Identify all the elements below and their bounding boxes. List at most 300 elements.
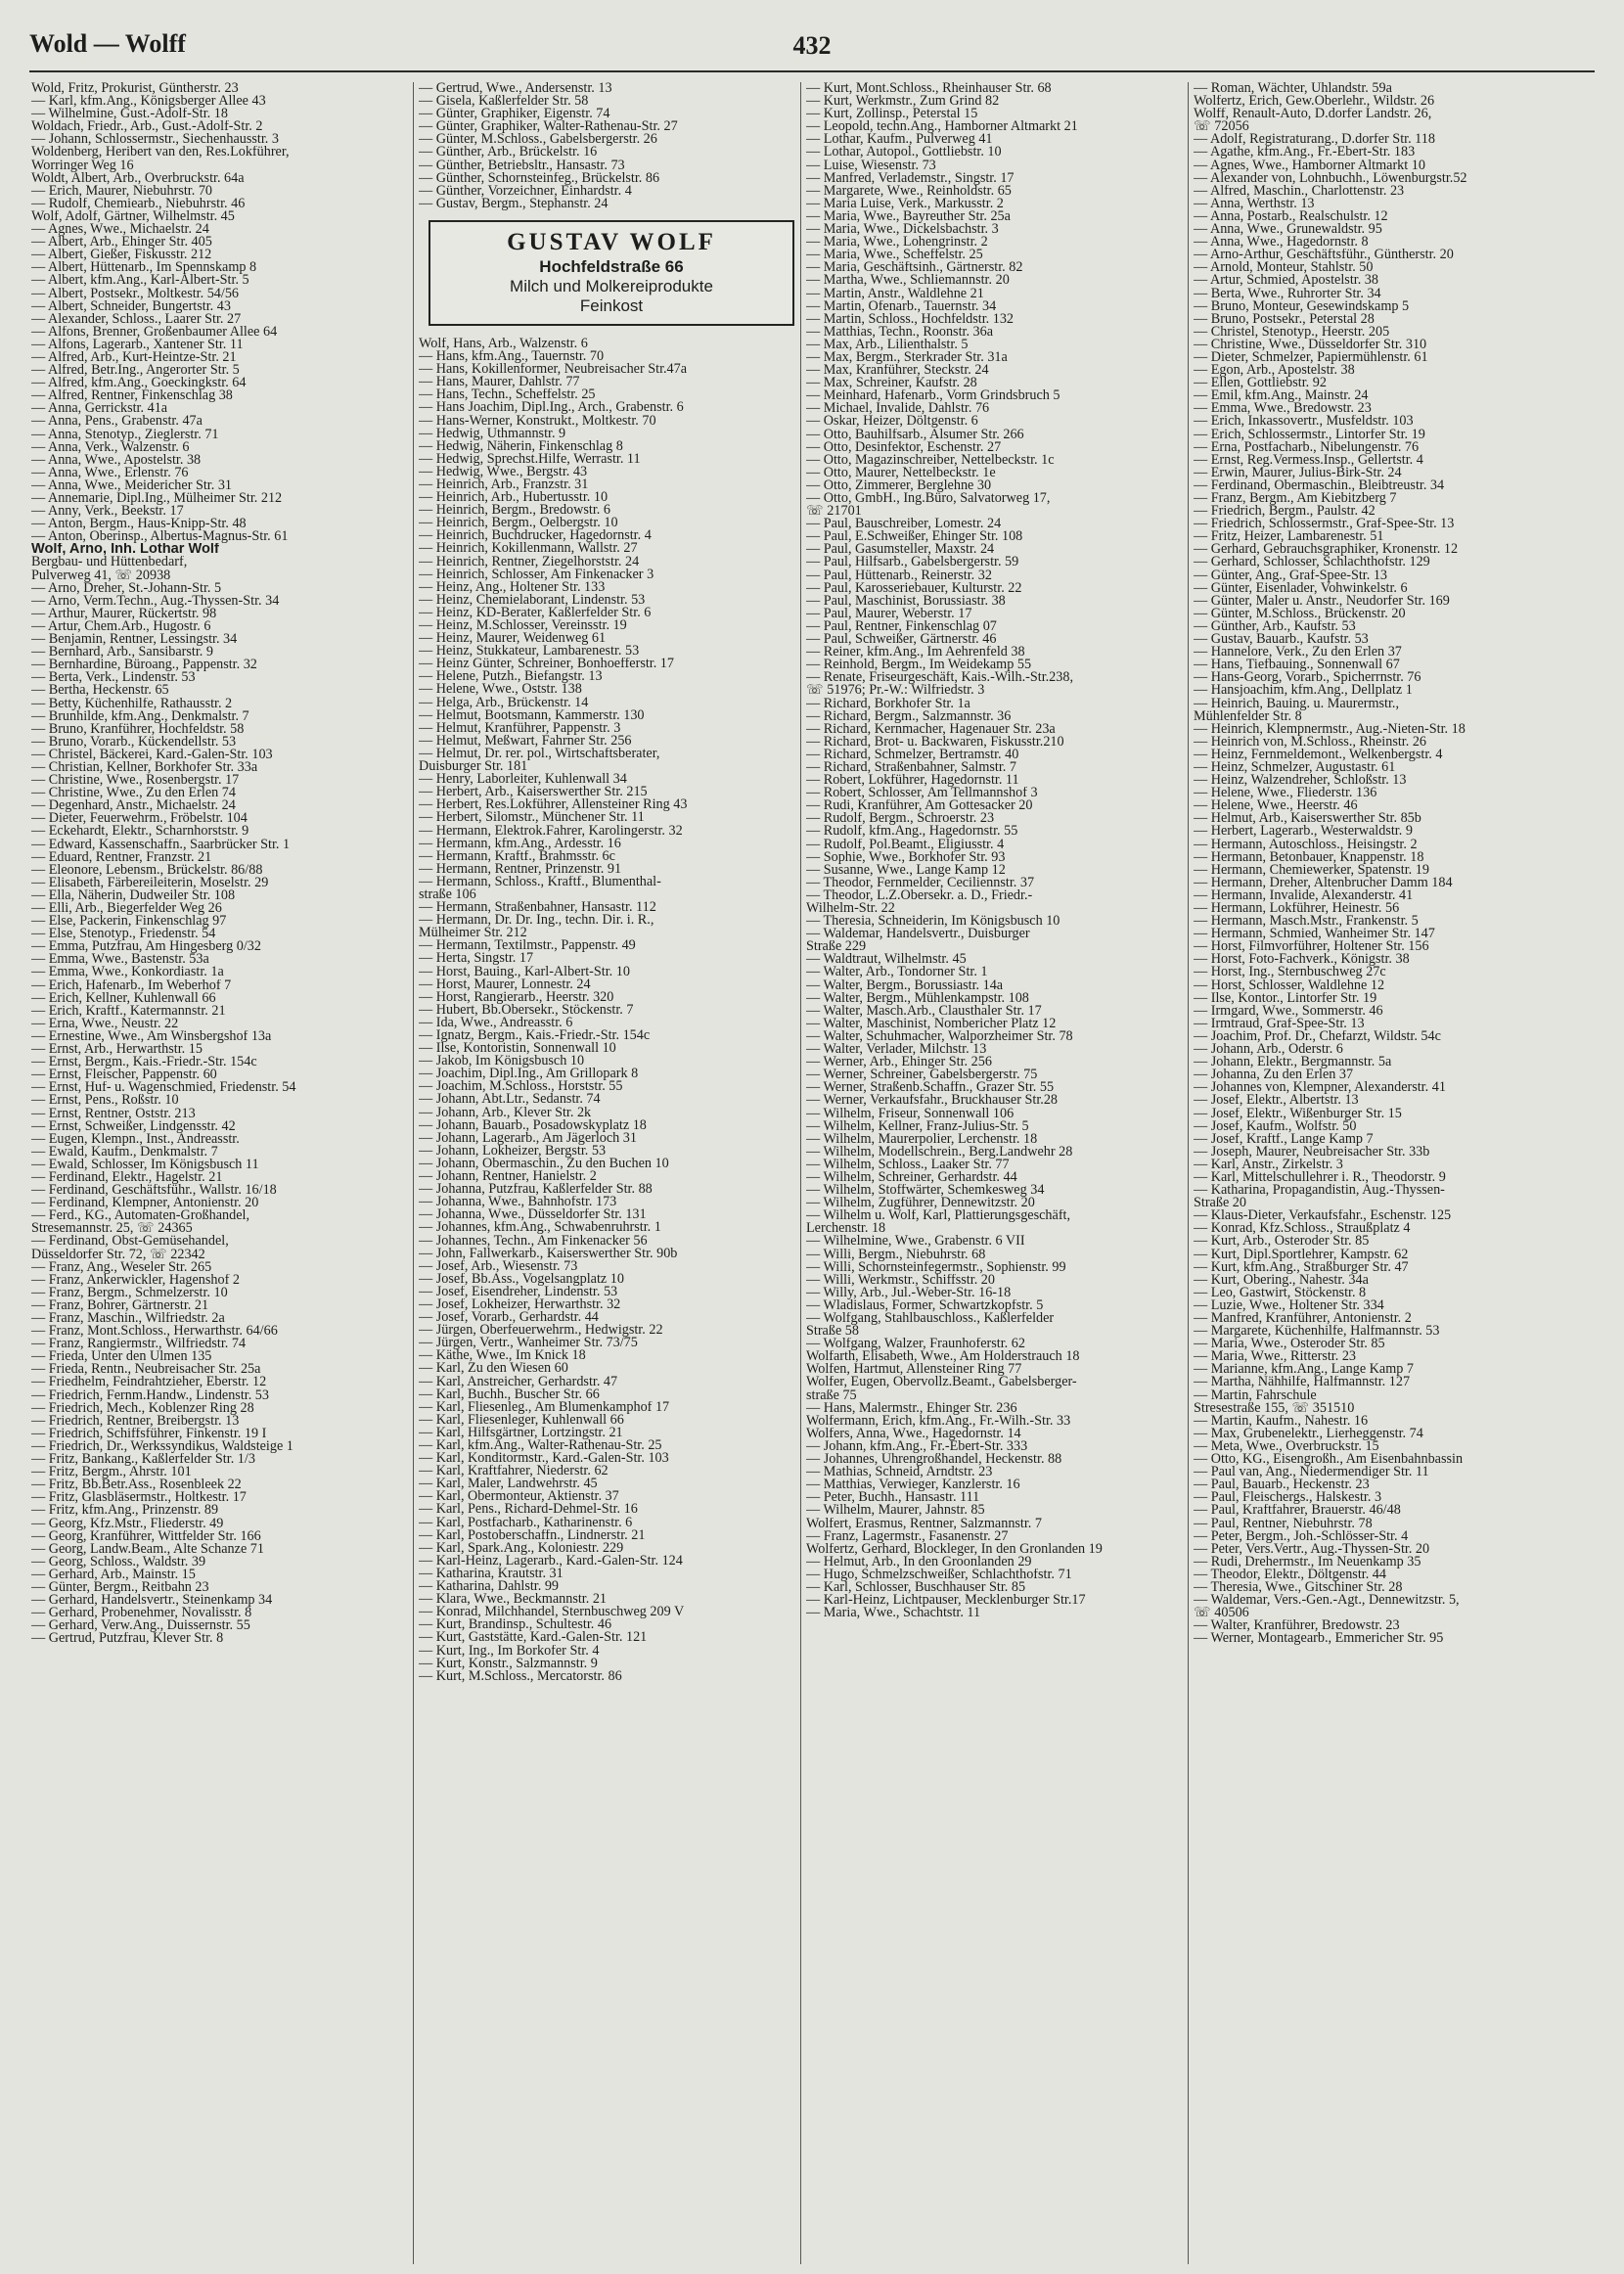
directory-entry: — Günter, Eisenlader, Vohwinkelstr. 6 [1194,581,1408,595]
directory-entry: — Gustav, Bauarb., Kaufstr. 53 [1194,633,1369,647]
directory-entry: Wolfermann, Erich, kfm.Ang., Fr.-Wilh.-Str. 33 [806,1414,1071,1428]
directory-entry: Wolff, Renault-Auto, D.dorfer Landstr. 26, [1194,108,1432,121]
directory-entry: — Christel, Bäckerei, Kard.-Galen-Str. 103 [31,748,273,761]
header-rule [29,70,1595,72]
directory-entry: — Ernst, Arb., Herwarthstr. 15 [31,1043,203,1057]
directory-entry: Wolf, Hans, Arb., Walzenstr. 6 [419,337,588,351]
directory-entry: — Karl-Heinz, Lichtpauser, Mecklenburger Str.17 [806,1594,1086,1608]
directory-entry: — Richard, Brot- u. Backwaren, Fiskusstr.210 [806,735,1064,749]
directory-entry: — Bruno, Postsekr., Peterstal 28 [1194,312,1375,326]
directory-entry: — Hermann, Masch.Mstr., Frankenstr. 5 [1194,915,1419,929]
directory-entry: — Karl, Pens., Richard-Dehmel-Str. 16 [419,1503,638,1517]
directory-entry: — Konrad, Kfz.Schloss., Straußplatz 4 [1194,1222,1411,1236]
directory-entry: — Paul van, Ang., Niedermendiger Str. 11 [1194,1466,1429,1479]
directory-entry: — Robert, Schlosser, Am Tellmannshof 3 [806,787,1038,800]
directory-entry: — Friedrich, Rentner, Breibergstr. 13 [31,1414,240,1428]
directory-entry: — Friedhelm, Feindrahtzieher, Eberstr. 12 [31,1376,267,1389]
directory-entry: — Kurt, Dipl.Sportlehrer, Kampstr. 62 [1194,1248,1409,1261]
directory-entry: — Christine, Wwe., Rosenbergstr. 17 [31,774,240,788]
directory-entry: — Kurt, Ing., Im Borkofer Str. 4 [419,1644,600,1658]
directory-entry: — Friedrich, Mech., Koblenzer Ring 28 [31,1401,254,1415]
directory-entry: — Margarete, Küchenhilfe, Halfmannstr. 53 [1194,1325,1440,1339]
directory-entry: — Herbert, Lagerarb., Westerwaldstr. 9 [1194,825,1413,839]
directory-entry: — Rudi, Drehermstr., Im Neuenkamp 35 [1194,1555,1421,1569]
directory-entry: — Franz, Bergm., Am Kiebitzberg 7 [1194,492,1397,506]
directory-entry: — Katharina, Propagandistin, Aug.-Thyssen- [1194,1184,1445,1198]
directory-entry: — Brunhilde, kfm.Ang., Denkmalstr. 7 [31,709,249,723]
directory-entry: — Walter, Bergm., Borussiastr. 14a [806,978,1004,992]
directory-entry: — Ewald, Schlosser, Im Königsbusch 11 [31,1158,259,1171]
directory-entry: — Johann, kfm.Ang., Fr.-Ebert-Str. 333 [806,1439,1028,1454]
directory-entry: — Hans-Georg, Vorarb., Spicherrnstr. 76 [1194,671,1421,685]
directory-entry: — Günther, Arb., Brückelstr. 16 [419,146,598,159]
directory-entry: — Elli, Arb., Biegerfelder Weg 26 [31,902,222,916]
directory-entry: — Klara, Wwe., Beckmannstr. 21 [419,1593,608,1607]
directory-entry: — Josef, Arb., Wiesenstr. 73 [419,1259,578,1273]
directory-entry: — Maria Luise, Verk., Markusstr. 2 [806,197,1004,210]
directory-entry: — Franz, Ang., Weseler Str. 265 [31,1260,212,1274]
directory-entry: — Wilhelmine, Gust.-Adolf-Str. 18 [31,108,228,121]
directory-entry: Wolf, Arno, Inh. Lothar Wolf [31,543,219,557]
directory-entry: — Helene, Wwe., Oststr. 138 [419,683,582,697]
directory-entry: — Theresia, Wwe., Gitschiner Str. 28 [1194,1580,1403,1595]
directory-entry: — Karl, Schlosser, Buschhauser Str. 85 [806,1580,1026,1595]
directory-entry: — Helmut, Arb., In den Groonlanden 29 [806,1555,1032,1569]
directory-entry: — Karl, Fliesenleger, Kuhlenwall 66 [419,1413,624,1427]
column-divider [413,82,414,2264]
column-divider [1188,82,1189,2264]
directory-entry: — Franz, Ankerwickler, Hagenshof 2 [31,1273,240,1287]
directory-entry: — Richard, Kernmacher, Hagenauer Str. 23a [806,722,1056,736]
directory-entry: — Lothar, Kaufm., Pulverweg 41 [806,133,993,147]
directory-entry: — Paul, Gasumsteller, Maxstr. 24 [806,543,995,557]
directory-entry: — Hermann, Elektrok.Fahrer, Karolingerstr. 32 [419,824,683,838]
directory-entry: — Hermann, Dr. Dr. Ing., techn. Dir. i. R., [419,914,654,928]
directory-entry: — Hermann, Straßenbahner, Hansastr. 112 [419,901,656,915]
directory-entry: — Hermann, Kraftf., Brahmsstr. 6c [419,849,615,863]
directory-entry: — Kurt, Obering., Nahestr. 34a [1194,1273,1369,1287]
directory-entry: — Georg, Kfz.Mstr., Fliederstr. 49 [31,1517,224,1530]
directory-entry: Duisburger Str. 181 [419,760,528,774]
directory-entry: — Hubert, Bb.Obersekr., Stöckenstr. 7 [419,1003,634,1017]
directory-entry: Wolfert, Erasmus, Rentner, Salzmannstr. 7 [806,1517,1042,1530]
directory-entry: — Arnold, Monteur, Stahlstr. 50 [1194,261,1374,275]
directory-entry: — Otto, Magazinschreiber, Nettelbeckstr. 1c [806,453,1055,467]
directory-entry: — Martin, Fahrschule [1194,1388,1317,1402]
directory-entry: — Herbert, Arb., Kaiserswerther Str. 215 [419,786,648,799]
directory-entry: — Irmtraud, Graf-Spee-Str. 13 [1194,1017,1365,1030]
directory-entry: — Ernestine, Wwe., Am Winsbergshof 13a [31,1029,272,1044]
directory-entry: — Ernst, Reg.Vermess.Insp., Gellertstr. 4 [1194,453,1423,467]
directory-entry: — Willi, Bergm., Niebuhrstr. 68 [806,1248,986,1261]
directory-entry: Wolf, Adolf, Gärtner, Wilhelmstr. 45 [31,209,235,224]
directory-entry: — John, Fallwerkarb., Kaiserswerther Str. 90b [419,1247,678,1260]
directory-entry: — Paul, Bauarb., Heckenstr. 23 [1194,1478,1370,1492]
directory-entry: — Willi, Schornsteinfegermstr., Sophienstr. 99 [806,1260,1066,1274]
directory-entry: — Joachim, M.Schloss., Horststr. 55 [419,1080,623,1094]
directory-entry: — Helga, Arb., Brückenstr. 14 [419,696,589,709]
directory-entry: — Erna, Wwe., Neustr. 22 [31,1017,179,1030]
directory-entry: — Peter, Vers.Vertr., Aug.-Thyssen-Str. 20 [1194,1542,1430,1556]
directory-entry: — Erich, Hafenarb., Im Weberhof 7 [31,978,232,992]
directory-entry: — Ignatz, Bergm., Kais.-Friedr.-Str. 154c [419,1029,651,1043]
directory-entry: ☏ 72056 [1194,120,1249,134]
directory-entry: — Friedrich, Fernm.Handw., Lindenstr. 53 [31,1388,269,1402]
directory-entry: — Gerhard, Arb., Mainstr. 15 [31,1568,196,1581]
directory-entry: — Gerhard, Probenehmer, Novalisstr. 8 [31,1607,252,1620]
directory-entry: — Else, Packerin, Finkenschlag 97 [31,915,227,929]
directory-entry: — Artur, Schmied, Apostelstr. 38 [1194,274,1378,288]
directory-entry: — Peter, Buchh., Hansastr. 111 [806,1491,980,1505]
directory-entry: Wolfers, Anna, Wwe., Hagedornstr. 14 [806,1427,1021,1440]
directory-entry: — Theodor, Elektr., Döltgenstr. 44 [1194,1568,1386,1581]
directory-entry: — Hedwig, Näherin, Finkenschlag 8 [419,439,623,453]
directory-entry: — Eleonore, Lebensm., Brückelstr. 86/88 [31,863,263,877]
directory-entry: — Paul, Rentner, Niebuhrstr. 78 [1194,1517,1373,1530]
directory-entry: — Maria, Wwe., Osteroder Str. 85 [1194,1338,1385,1351]
directory-entry: — Fritz, kfm.Ang., Prinzenstr. 89 [31,1504,219,1518]
directory-entry: — Günther, Betriebsltr., Hansastr. 73 [419,159,625,172]
directory-entry: — Erich, Maurer, Niebuhrstr. 70 [31,184,213,198]
directory-entry: — Helene, Wwe., Heerstr. 46 [1194,799,1358,813]
directory-entry: — Albert, kfm.Ang., Karl-Albert-Str. 5 [31,274,249,288]
directory-entry: — Alfred, Rentner, Finkenschlag 38 [31,389,233,403]
directory-entry: — Gisela, Kaßlerfelder Str. 58 [419,95,589,109]
directory-entry: — Ferd., KG., Automaten-Großhandel, [31,1209,250,1223]
directory-entry: — Bernhard, Arb., Sansibarstr. 9 [31,646,213,659]
directory-entry: Straße 20 [1194,1197,1246,1210]
directory-entry: — Erich, Kellner, Kuhlenwall 66 [31,991,216,1005]
directory-entry: — Manfred, Kranführer, Antonienstr. 2 [1194,1312,1412,1326]
directory-entry: — Fritz, Glasbläsermstr., Holtkestr. 17 [31,1491,247,1505]
directory-entry: — Josef, Kraftf., Lange Kamp 7 [1194,1132,1374,1146]
directory-entry: — Helmut, Meßwart, Fahrner Str. 256 [419,734,632,748]
directory-entry: — Richard, Straßenbahner, Salmstr. 7 [806,760,1016,775]
ad-company-name: GUSTAV WOLF [507,228,716,255]
directory-entry: — Johann, Obermaschin., Zu den Buchen 10 [419,1157,669,1171]
ad-line-2: Feinkost [579,296,644,315]
directory-entry: — Else, Stenotyp., Friedenstr. 54 [31,928,216,941]
directory-entry: — Robert, Lokführer, Hagedornstr. 11 [806,774,1019,788]
directory-entry: — Ferdinand, Elektr., Hagelstr. 21 [31,1170,223,1185]
directory-entry: — Wilhelm, Friseur, Sonnenwall 106 [806,1107,1015,1120]
directory-entry: — Hans Joachim, Dipl.Ing., Arch., Grabenstr. 6 [419,401,684,415]
directory-entry: — Herbert, Res.Lokführer, Allensteiner Ring 43 [419,798,688,812]
column-1 [31,82,411,2264]
directory-entry: — Mathias, Schneid, Arndtstr. 23 [806,1466,993,1479]
directory-entry: — Karl, Fliesenleg., Am Blumenkamphof 17 [419,1400,670,1414]
directory-entry: straße 75 [806,1388,857,1402]
directory-entry: Wolfertz, Erich, Gew.Oberlehr., Wildstr. 26 [1194,95,1435,109]
directory-entry: — Gerhard, Handelsvertr., Steinenkamp 34 [31,1594,273,1608]
directory-entry: Mülheimer Str. 212 [419,927,527,940]
directory-entry: — Günter, Maler u. Anstr., Neudorfer Str. 169 [1194,594,1450,608]
directory-entry: — Anna, Wwe., Meidericher Str. 31 [31,478,233,492]
directory-entry: — Arthur, Maurer, Rückertstr. 98 [31,607,217,620]
directory-entry: Woldenberg, Heribert van den, Res.Lokführer, [31,146,290,159]
directory-entry: — Artur, Chem.Arb., Hugostr. 6 [31,619,211,634]
directory-entry: — Anna, Wwe., Hagedornstr. 8 [1194,236,1369,250]
directory-entry: — Eckehardt, Elektr., Scharnhorststr. 9 [31,825,249,839]
directory-entry: — Ella, Näherin, Dudweiler Str. 108 [31,888,236,902]
directory-entry: — Elisabeth, Färbereileiterin, Moselstr. 29 [31,876,269,889]
directory-entry: — Helmut, Bootsmann, Kammerstr. 130 [419,708,645,722]
directory-entry: — Erich, Inkassovertr., Musfeldstr. 103 [1194,415,1414,429]
directory-entry: Straße 229 [806,940,867,954]
directory-entry: — Josef, Elektr., Albertstr. 13 [1194,1094,1359,1108]
directory-entry: — Waldemar, Vers.-Gen.-Agt., Dennewitzstr. 5, [1194,1594,1460,1608]
directory-entry: — Franz, Rangiermstr., Wilfriedstr. 74 [31,1338,247,1351]
directory-entry: — Alexander, Schloss., Laarer Str. 27 [31,312,242,326]
directory-entry: — Wilhelm, Schreiner, Gerhardstr. 44 [806,1170,1017,1185]
directory-entry: — Anna, Wwe., Apostelstr. 38 [31,453,202,467]
directory-entry: — Jürgen, Vertr., Wanheimer Str. 73/75 [419,1337,638,1350]
directory-entry: — Christine, Wwe., Düsseldorfer Str. 310 [1194,338,1427,351]
directory-entry: — Hermann, Dreher, Altenbrucher Damm 184 [1194,876,1453,889]
directory-entry: — Ellen, Gottliebstr. 92 [1194,377,1327,390]
directory-entry: — Josef, Eisendreher, Lindenstr. 53 [419,1285,618,1298]
directory-entry: — Bruno, Monteur, Gesewindskamp 5 [1194,299,1410,313]
directory-entry: — Wolfgang, Stahlbauschloss., Kaßlerfelder [806,1312,1055,1326]
directory-entry: — Emma, Wwe., Konkordiastr. 1a [31,966,224,979]
directory-entry: — Ferdinand, Obst-Gemüsehandel, [31,1235,229,1249]
directory-entry: — Anna, Pens., Grabenstr. 47a [31,415,203,429]
directory-entry: — Joseph, Maurer, Neubreisacher Str. 33b [1194,1145,1430,1159]
directory-entry: — Ferdinand, Obermaschin., Bleibtreustr. 34 [1194,478,1445,492]
directory-entry: — Waldtraut, Wilhelmstr. 45 [806,953,967,967]
directory-entry: — Alfons, Lagerarb., Xantener Str. 11 [31,338,244,351]
directory-entry: — Rudolf, kfm.Ang., Hagedornstr. 55 [806,825,1018,839]
directory-entry: — Matthias, Techn., Roonstr. 36a [806,325,994,339]
directory-entry: Straße 58 [806,1325,859,1339]
directory-entry: — Horst, Foto-Fachverk., Königstr. 38 [1194,953,1410,967]
directory-entry: — Hansjoachim, kfm.Ang., Dellplatz 1 [1194,684,1413,698]
directory-entry: — Katharina, Krautstr. 31 [419,1567,564,1581]
directory-entry: — Dieter, Feuerwehrm., Fröbelstr. 104 [31,812,248,826]
directory-entry: — Friedrich, Schiffsführer, Finkenstr. 19 I [31,1427,267,1440]
directory-entry: — Ferdinand, Klempner, Antonienstr. 20 [31,1197,259,1210]
running-head: Wold — Wolff [29,29,186,58]
directory-entry: — Heinrich von, M.Schloss., Rheinstr. 26 [1194,735,1427,749]
directory-entry: — Anna, Gerrickstr. 41a [31,402,168,416]
directory-entry: — Günther, Arb., Kaufstr. 53 [1194,619,1356,634]
directory-entry: — Rudi, Kranführer, Am Gottesacker 20 [806,799,1033,813]
directory-entry: — Johann, Bauarb., Posadowskyplatz 18 [419,1118,647,1132]
directory-entry: — Kurt, Zollinsp., Peterstal 15 [806,108,978,121]
directory-entry: — Johann, Abt.Ltr., Sedanstr. 74 [419,1093,601,1107]
directory-entry: — Heinrich, Klempnermstr., Aug.-Nieten-Str. 18 [1194,722,1466,736]
directory-entry: — Karl, kfm.Ang., Königsberger Allee 43 [31,95,266,109]
directory-entry: — Alfred, kfm.Ang., Goeckingkstr. 64 [31,377,247,390]
directory-entry: — Maria, Geschäftsinh., Gärtnerstr. 82 [806,261,1023,275]
directory-entry: Düsseldorfer Str. 72, ☏ 22342 [31,1248,205,1261]
directory-entry: — Katharina, Dahlstr. 99 [419,1580,560,1594]
directory-entry: — Karl, Spark.Ang., Koloniestr. 229 [419,1541,624,1555]
directory-entry: — Johann, Lagerarb., Am Jägerloch 31 [419,1131,637,1145]
directory-entry: — Ferdinand, Geschäftsführ., Wallstr. 16/18 [31,1184,277,1198]
directory-entry: — Emma, Wwe., Bastenstr. 53a [31,953,209,967]
directory-entry: — Walter, Bergm., Mühlenkampstr. 108 [806,991,1029,1005]
directory-entry: — Hedwig, Sprechst.Hilfe, Werrastr. 11 [419,452,641,466]
directory-entry: — Anna, Werthstr. 13 [1194,197,1315,210]
directory-entry: — Johann, Arb., Oderstr. 6 [1194,1043,1343,1057]
directory-entry: — Hannelore, Verk., Zu den Erlen 37 [1194,646,1402,659]
directory-entry: — Franz, Lagermstr., Fasanenstr. 27 [806,1529,1009,1543]
directory-entry: — Johanna, Putzfrau, Kaßlerfelder Str. 88 [419,1183,653,1197]
directory-entry: — Karl, Anstr., Zirkelstr. 3 [1194,1158,1343,1171]
directory-entry: — Peter, Bergm., Joh.-Schlösser-Str. 4 [1194,1529,1409,1543]
directory-entry: — Paul, Maschinist, Borussiastr. 38 [806,594,1006,608]
directory-entry: — Franz, Maschin., Wilfriedstr. 2a [31,1312,225,1326]
directory-entry: — Werner, Schreiner, Gabelsbergerstr. 75 [806,1069,1038,1082]
directory-entry: — Benjamin, Rentner, Lessingstr. 34 [31,633,238,647]
directory-entry: — Max, Arb., Lilienthalstr. 5 [806,338,969,351]
directory-entry: — Roman, Wächter, Uhlandstr. 59a [1194,82,1392,96]
directory-entry: Wolfen, Hartmut, Allensteiner Ring 77 [806,1363,1022,1377]
directory-entry: — Hermann, Invalide, Alexanderstr. 41 [1194,888,1414,902]
directory-entry: — Max, Bergm., Sterkrader Str. 31a [806,350,1008,365]
directory-entry: — Hans, Tiefbauing., Sonnenwall 67 [1194,659,1400,672]
directory-entry: — Helmut, Kranführer, Pappenstr. 3 [419,721,621,735]
directory-entry: — Ernst, Schweißer, Lindgensstr. 42 [31,1119,236,1133]
directory-entry: — Maria, Wwe., Dickelsbachstr. 3 [806,223,999,237]
directory-entry: — Johann, Arb., Klever Str. 2k [419,1106,592,1119]
directory-entry: — Walter, Schuhmacher, Walporzheimer Str. 78 [806,1029,1073,1044]
directory-entry: — Willy, Arb., Jul.-Weber-Str. 16-18 [806,1286,1012,1299]
directory-entry: — Franz, Bohrer, Gärtnerstr. 21 [31,1298,209,1312]
directory-entry: — Albert, Arb., Ehinger Str. 405 [31,236,212,250]
directory-entry: — Johann, Schlossermstr., Siechenhausstr. 3 [31,133,279,147]
directory-entry: Wolfarth, Elisabeth, Wwe., Am Holderstrauch 18 [806,1350,1080,1364]
directory-entry: — Max, Kranführer, Steckstr. 24 [806,364,989,378]
directory-entry: — Erna, Postfacharb., Nibelungenstr. 76 [1194,440,1420,454]
directory-entry: — Richard, Borkhofer Str. 1a [806,697,970,710]
directory-entry: — Friedrich, Bergm., Paulstr. 42 [1194,505,1376,519]
directory-entry: — Johanna, Wwe., Bahnhofstr. 173 [419,1196,617,1209]
directory-entry: — Arno-Arthur, Geschäftsführ., Güntherstr. 20 [1194,249,1454,262]
directory-entry: — Albert, Hüttenarb., Im Spennskamp 8 [31,261,257,275]
directory-entry: — Walter, Arb., Tondorner Str. 1 [806,966,988,979]
directory-entry: — Günter, Ang., Graf-Spee-Str. 13 [1194,568,1388,582]
directory-entry: — Horst, Ing., Sternbuschweg 27c [1194,966,1386,979]
directory-entry: — Maria, Wwe., Bayreuther Str. 25a [806,209,1011,224]
directory-entry: — Arno, Dreher, St.-Johann-Str. 5 [31,581,222,595]
directory-entry: — Günter, Graphiker, Eigenstr. 74 [419,108,610,121]
ad-line-1: Milch und Molkereiprodukte [510,276,713,296]
directory-entry: — Joachim, Dipl.Ing., Am Grillopark 8 [419,1068,639,1081]
directory-entry: — Gerhard, Gebrauchsgraphiker, Kronenstr. 12 [1194,543,1459,557]
directory-entry: — Otto, Zimmerer, Berglehne 30 [806,478,992,492]
directory-entry: Bergbau- und Hüttenbedarf, [31,556,188,569]
directory-entry: — Christian, Kellner, Borkhofer Str. 33a [31,760,258,775]
directory-entry: — Paul, Schweißer, Gärtnerstr. 46 [806,633,997,647]
directory-entry: Wold, Fritz, Prokurist, Güntherstr. 23 [31,82,239,96]
directory-entry: — Franz, Bergm., Schmelzerstr. 10 [31,1286,228,1299]
directory-entry: — Käthe, Wwe., Im Knick 18 [419,1349,586,1363]
directory-entry: — Erwin, Maurer, Julius-Birk-Str. 24 [1194,466,1402,479]
directory-entry: — Adolf, Registraturang., D.dorfer Str. 118 [1194,133,1435,147]
directory-entry: — Hermann, kfm.Ang., Ardesstr. 16 [419,837,621,850]
directory-entry: — Werner, Verkaufsfahr., Bruckhauser Str.28 [806,1094,1059,1108]
directory-entry: — Max, Schreiner, Kaufstr. 28 [806,377,977,390]
directory-entry: — Ernst, Fleischer, Pappenstr. 60 [31,1069,217,1082]
directory-entry: — Erich, Schlossermstr., Lintorfer Str. 19 [1194,428,1425,441]
column-4 [1194,82,1573,2264]
directory-entry: — Johann, Elektr., Bergmannstr. 5a [1194,1056,1392,1069]
directory-entry: — Helmut, Dr. rer. pol., Wirtschaftsberater, [419,747,660,761]
directory-entry: — Helmut, Arb., Kaiserswerther Str. 85b [1194,812,1421,826]
directory-entry: — Horst, Maurer, Lonnestr. 24 [419,978,591,991]
directory-entry: — Heinz Günter, Schreiner, Bonhoefferstr. 17 [419,658,674,671]
directory-entry: — Karl, Buchh., Buscher Str. 66 [419,1387,600,1401]
directory-entry: — Anna, Verk., Walzenstr. 6 [31,440,190,454]
directory-entry: — Wilhelm, Stoffwärter, Schemkesweg 34 [806,1184,1045,1198]
directory-entry: — Otto, Desinfektor, Eschenstr. 27 [806,440,1002,454]
directory-entry: — Heinrich, Arb., Hubertusstr. 10 [419,491,609,505]
directory-entry: — Manfred, Verlademstr., Singstr. 17 [806,171,1015,185]
directory-entry: — Karl, Zu den Wiesen 60 [419,1362,568,1376]
directory-entry: — Meta, Wwe., Overbruckstr. 15 [1194,1439,1379,1454]
directory-entry: — Paul, Maurer, Weberstr. 17 [806,607,972,620]
directory-entry: — Walter, Kranführer, Bredowstr. 23 [1194,1619,1400,1633]
directory-entry: — Agnes, Wwe., Hamborner Altmarkt 10 [1194,159,1425,172]
directory-entry: — Heinrich, Kokillenmann, Wallstr. 27 [419,542,638,556]
directory-entry: Stresemannstr. 25, ☏ 24365 [31,1222,193,1236]
directory-entry: — Dieter, Schmelzer, Papiermühlenstr. 61 [1194,350,1428,365]
directory-entry: — Gustav, Bergm., Stephanstr. 24 [419,197,609,210]
directory-entry: — Martin, Ofenarb., Tauernstr. 34 [806,299,997,313]
page-number: 432 [792,31,832,60]
directory-entry: — Karl, Kraftfahrer, Niederstr. 62 [419,1465,609,1478]
directory-entry: — Wilhelm, Kellner, Franz-Julius-Str. 5 [806,1119,1029,1133]
directory-entry: — Alfred, Betr.Ing., Angerorter Str. 5 [31,364,240,378]
directory-entry: — Arno, Verm.Techn., Aug.-Thyssen-Str. 34 [31,594,280,608]
directory-entry: — Christine, Wwe., Zu den Erlen 74 [31,787,236,800]
directory-entry: — Otto, Bauhilfsarb., Alsumer Str. 266 [806,428,1024,441]
directory-entry: — Fritz, Bb.Betr.Ass., Rosenbleek 22 [31,1478,242,1492]
directory-entry: — Ernst, Pens., Roßstr. 10 [31,1094,179,1108]
directory-entry: — Heinz, KD-Berater, Kaßlerfelder Str. 6 [419,606,652,619]
directory-entry: — Max, Grubenelektr., Lierheggenstr. 74 [1194,1427,1423,1440]
directory-entry: Wolfer, Eugen, Obervollz.Beamt., Gabelsberger- [806,1376,1077,1389]
directory-entry: — Hedwig, Uthmannstr. 9 [419,427,566,440]
directory-entry: — Richard, Schmelzer, Bertramstr. 40 [806,748,1019,761]
directory-entry: — Erich, Kraftf., Katermannstr. 21 [31,1004,226,1018]
directory-entry: — Jakob, Im Königsbusch 10 [419,1055,585,1069]
directory-entry: — Georg, Schloss., Waldstr. 39 [31,1555,206,1569]
directory-entry: — Heinrich, Bauing. u. Maurermstr., [1194,697,1400,710]
column-divider [800,82,801,2264]
directory-entry: — Klaus-Dieter, Verkaufsfahr., Eschenstr. 125 [1194,1209,1452,1223]
directory-entry: — Hermann, Schmied, Wanheimer Str. 147 [1194,928,1435,941]
directory-entry: — Maria, Wwe., Lohengrinstr. 2 [806,236,988,250]
directory-entry: — Hedwig, Wwe., Bergstr. 43 [419,465,588,478]
directory-entry: — Emma, Putzfrau, Am Hingesberg 0/32 [31,940,261,954]
directory-entry: — Hans-Werner, Konstrukt., Moltkestr. 70 [419,414,656,428]
directory-entry: — Willi, Werkmstr., Schiffsstr. 20 [806,1273,995,1287]
directory-entry: — Heinz, M.Schlosser, Vereinsstr. 19 [419,619,627,633]
directory-entry: — Hermann, Autoschloss., Heisingstr. 2 [1194,838,1418,851]
directory-entry: — Paul, Kraftfahrer, Brauerstr. 46/48 [1194,1504,1401,1518]
directory-entry: — Anny, Verk., Beekstr. 17 [31,505,184,519]
directory-entry: — Meinhard, Hafenarb., Vorm Grindsbruch 5 [806,389,1060,403]
directory-entry: — Wilhelmine, Wwe., Grabenstr. 6 VII [806,1235,1025,1249]
directory-entry: — Otto, Maurer, Nettelbeckstr. 1e [806,466,996,479]
directory-entry: — Martin, Schloss., Hochfeldstr. 132 [806,312,1015,326]
directory-entry: — Leo, Gastwirt, Stöckenstr. 8 [1194,1286,1367,1299]
directory-entry: — Anna, Stenotyp., Zieglerstr. 71 [31,428,219,441]
directory-entry: — Matthias, Verwieger, Kanzlerstr. 16 [806,1478,1020,1492]
